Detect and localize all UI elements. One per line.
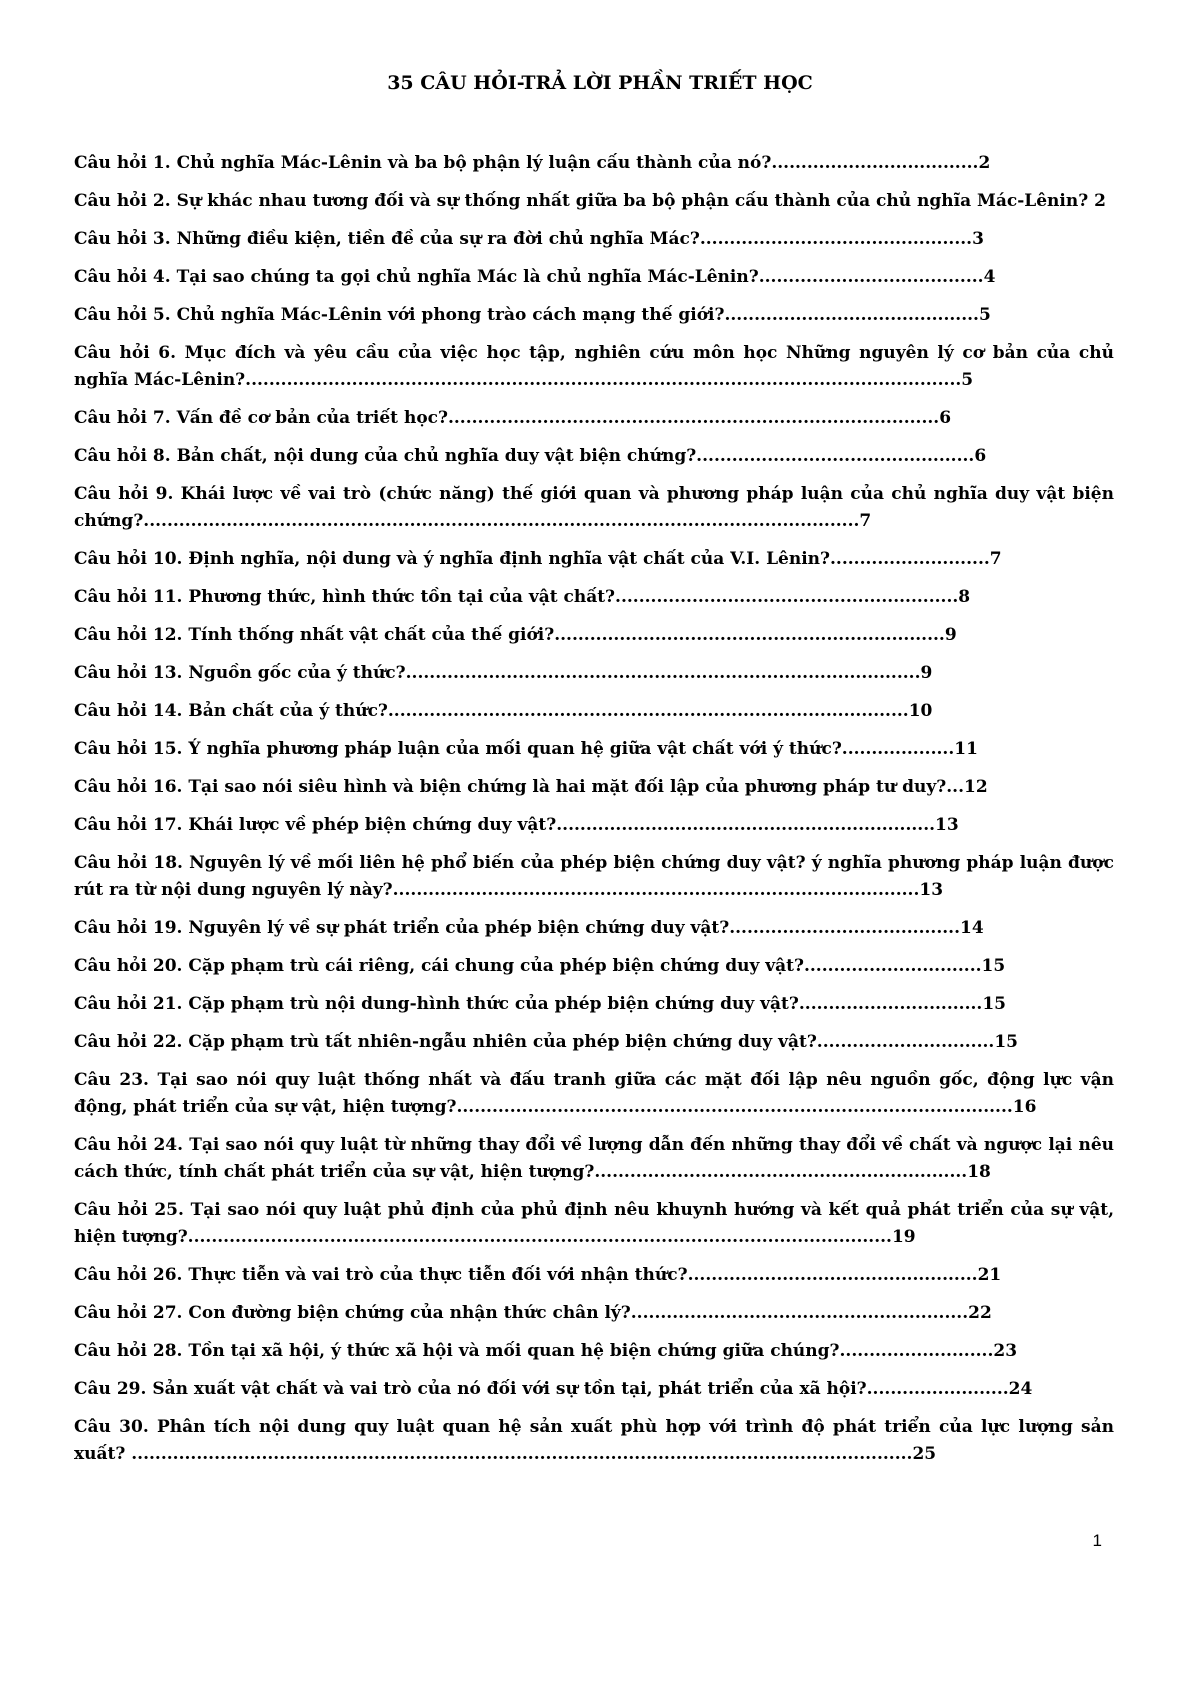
- toc-entry-17: Câu hỏi 17. Khái lược về phép biện chứng duy vật?................................................................13: [74, 815, 959, 835]
- toc-entry-20: Câu hỏi 20. Cặp phạm trù cái riêng, cái chung của phép biện chứng duy vật?..............................15: [74, 956, 1006, 976]
- toc-entry-11: Câu hỏi 11. Phương thức, hình thức tồn tại của vật chất?..........................................................8: [74, 587, 971, 607]
- toc-entry-2: Câu hỏi 2. Sự khác nhau tương đối và sự thống nhất giữa ba bộ phận cấu thành của chủ nghĩa Mác-Lênin? 2: [74, 191, 1106, 211]
- toc-entry-22: Câu hỏi 22. Cặp phạm trù tất nhiên-ngẫu nhiên của phép biện chứng duy vật?..............................15: [74, 1032, 1019, 1052]
- toc-entry-9: Câu hỏi 9. Khái lược về vai trò (chức năng) thế giới quan và phương pháp luận của chủ nghĩa duy vật biện chứng?.........................................................................................................................7: [74, 484, 1114, 531]
- toc-entry-18: Câu hỏi 18. Nguyên lý về mối liên hệ phổ biến của phép biện chứng duy vật? ý nghĩa phương pháp luận được rút ra từ nội dung nguyên lý này?.........................................................................................13: [74, 853, 1114, 900]
- toc-entry-19: Câu hỏi 19. Nguyên lý về sự phát triển của phép biện chứng duy vật?.......................................14: [74, 918, 984, 938]
- toc-entry-10: Câu hỏi 10. Định nghĩa, nội dung và ý nghĩa định nghĩa vật chất của V.I. Lênin?...........................7: [74, 549, 1002, 569]
- toc-entry-28: Câu hỏi 28. Tồn tại xã hội, ý thức xã hội và mối quan hệ biện chứng giữa chúng?..........................23: [74, 1341, 1018, 1361]
- toc-entry-21: Câu hỏi 21. Cặp phạm trù nội dung-hình thức của phép biện chứng duy vật?...............................15: [74, 994, 1006, 1014]
- toc-entry-1: Câu hỏi 1. Chủ nghĩa Mác-Lênin và ba bộ phận lý luận cấu thành của nó?...................................2: [74, 153, 991, 173]
- page-title: 35 CÂU HỎI-TRẢ LỜI PHẦN TRIẾT HỌC: [387, 72, 813, 94]
- toc-entry-12: Câu hỏi 12. Tính thống nhất vật chất của thế giới?..................................................................9: [74, 625, 957, 645]
- toc-entry-23: Câu 23. Tại sao nói quy luật thống nhất và đấu tranh giữa các mặt đối lập nêu nguồn gốc, động lực vận động, phát triển của sự vật, hiện tượng?..............................................................................................16: [74, 1070, 1114, 1117]
- toc-entry-27: Câu hỏi 27. Con đường biện chứng của nhận thức chân lý?.........................................................22: [74, 1303, 992, 1323]
- toc-entry-3: Câu hỏi 3. Những điều kiện, tiền đề của sự ra đời chủ nghĩa Mác?..............................................3: [74, 229, 984, 249]
- table-of-contents: [74, 150, 1114, 1479]
- page-number: 1: [1092, 1531, 1102, 1550]
- toc-entry-26: Câu hỏi 26. Thực tiễn và vai trò của thực tiễn đối với nhận thức?.................................................21: [74, 1265, 1002, 1285]
- toc-entry-6: Câu hỏi 6. Mục đích và yêu cầu của việc học tập, nghiên cứu môn học Những nguyên lý cơ bản của chủ nghĩa Mác-Lênin?.........................................................................................................................5: [74, 343, 1114, 390]
- toc-entry-16: Câu hỏi 16. Tại sao nói siêu hình và biện chứng là hai mặt đối lập của phương pháp tư duy?...12: [74, 777, 988, 797]
- toc-entry-30: Câu 30. Phân tích nội dung quy luật quan hệ sản xuất phù hợp với trình độ phát triển của lực lượng sản xuất? ....................................................................................................................................25: [74, 1417, 1114, 1464]
- toc-entry-15: Câu hỏi 15. Ý nghĩa phương pháp luận của mối quan hệ giữa vật chất với ý thức?...................11: [74, 739, 978, 759]
- toc-entry-24: Câu hỏi 24. Tại sao nói quy luật từ những thay đổi về lượng dẫn đến những thay đổi về chất và ngược lại nêu cách thức, tính chất phát triển của sự vật, hiện tượng?...............................................................18: [74, 1135, 1114, 1182]
- toc-entry-13: Câu hỏi 13. Nguồn gốc của ý thức?.......................................................................................9: [74, 663, 933, 683]
- toc-entry-4: Câu hỏi 4. Tại sao chúng ta gọi chủ nghĩa Mác là chủ nghĩa Mác-Lênin?......................................4: [74, 267, 996, 287]
- toc-entry-5: Câu hỏi 5. Chủ nghĩa Mác-Lênin với phong trào cách mạng thế giới?...........................................5: [74, 305, 991, 325]
- toc-entry-25: Câu hỏi 25. Tại sao nói quy luật phủ định của phủ định nêu khuynh hướng và kết quả phát triển của sự vật, hiện tượng?.......................................................................................................................19: [74, 1200, 1114, 1247]
- toc-entry-14: Câu hỏi 14. Bản chất của ý thức?........................................................................................10: [74, 701, 933, 721]
- toc-entry-8: Câu hỏi 8. Bản chất, nội dung của chủ nghĩa duy vật biện chứng?...............................................6: [74, 446, 987, 466]
- toc-entry-7: Câu hỏi 7. Vấn đề cơ bản của triết học?...................................................................................6: [74, 408, 952, 428]
- toc-entry-29: Câu 29. Sản xuất vật chất và vai trò của nó đối với sự tồn tại, phát triển của xã hội?........................24: [74, 1379, 1033, 1399]
